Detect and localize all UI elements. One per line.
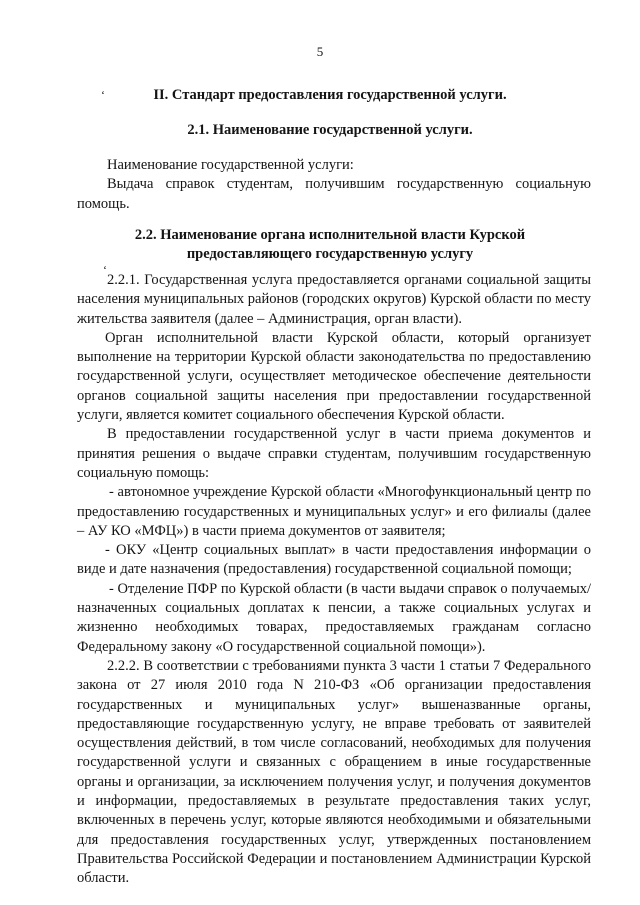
- scan-mark: ʻ: [101, 88, 105, 102]
- paragraph: В предоставлении государственной услуг в части приема документов и принятия решения о выдаче справки студентам, получившим государственную социальную помощь:: [77, 426, 591, 481]
- paragraph: 2.2.2. В соответствии с требованиями пункта 3 части 1 статьи 7 Федерального закона от 27 июля 2010 года N 210-ФЗ «Об организации предоставления государственных и муниципальных услуг» вышеназванные органы, предоставляющие государственную услугу, не вправе требовать от заявителей осуществления действий, в том числе согласований, необходимых для получения государственной услуги и связанных с обращением в иные государственные органы и организации, за исключением получения услуг, и получения документов и информации, предоставляемых в результате предоставления таких услуг, включенных в перечень услуг, которые являются необходимыми и обязательными для предоставления государственных услуг, утвержденных постановлением Правительства Российской Федерации и постановлением Администрации Курской области.: [77, 657, 591, 887]
- paragraph: - Отделение ПФР по Курской области (в части выдачи справок о получаемых/назначенных социальных доплатах к пенсии, а также социальных услугах и жизненно необходимых товарах, предоставляемых гражданам согласно Федеральному закону «О государственной социальной помощи»).: [77, 580, 591, 655]
- section-title: II. Стандарт предоставления государственной услуги.: [153, 87, 507, 103]
- paragraph: - ОКУ «Центр социальных выплат» в части предоставления информации о виде и дате назначения (предоставления) государственной социальной помощи;: [77, 542, 591, 578]
- subsection-2-title-line2: предоставляющего государственную услугу: [186, 246, 474, 262]
- paragraph: Орган исполнительной власти Курской области, который организует выполнение на территории Курской области законодательства по предоставлению государственной услуги, осуществляет методическое обеспечение деятельности органов социальной защиты населения при предоставлении государственной услуги, является комитет социального обеспечения Курской области.: [77, 329, 591, 424]
- service-name-label: Наименование государственной услуги:: [107, 157, 354, 173]
- paragraph: - автономное учреждение Курской области «Многофункциональный центр по предоставлению государственных и муниципальных услуг» и его филиалы (далее – АУ КО «МФЦ») в части приема документов от заявителя;: [77, 484, 591, 539]
- subsection-1-body: [77, 156, 591, 214]
- paragraph: 2.2.1. Государственная услуга предоставляется органами социальной защиты населения муниципальных районов (городских округов) Курской области по месту жительства заявителя (далее – Администрация, орган власти).: [77, 272, 591, 327]
- service-name-value: Выдача справок студентам, получившим государственную социальную помощь.: [77, 176, 591, 212]
- subsection-1-title: 2.1. Наименование государственной услуги.: [187, 122, 473, 138]
- subsection-2-title-line1: 2.2. Наименование органа исполнительной власти Курской: [134, 227, 526, 243]
- scan-mark: ʻ: [103, 263, 107, 277]
- page-number: 5: [316, 44, 324, 59]
- subsection-2-title: [60, 226, 600, 264]
- subsection-2-body: [77, 271, 591, 889]
